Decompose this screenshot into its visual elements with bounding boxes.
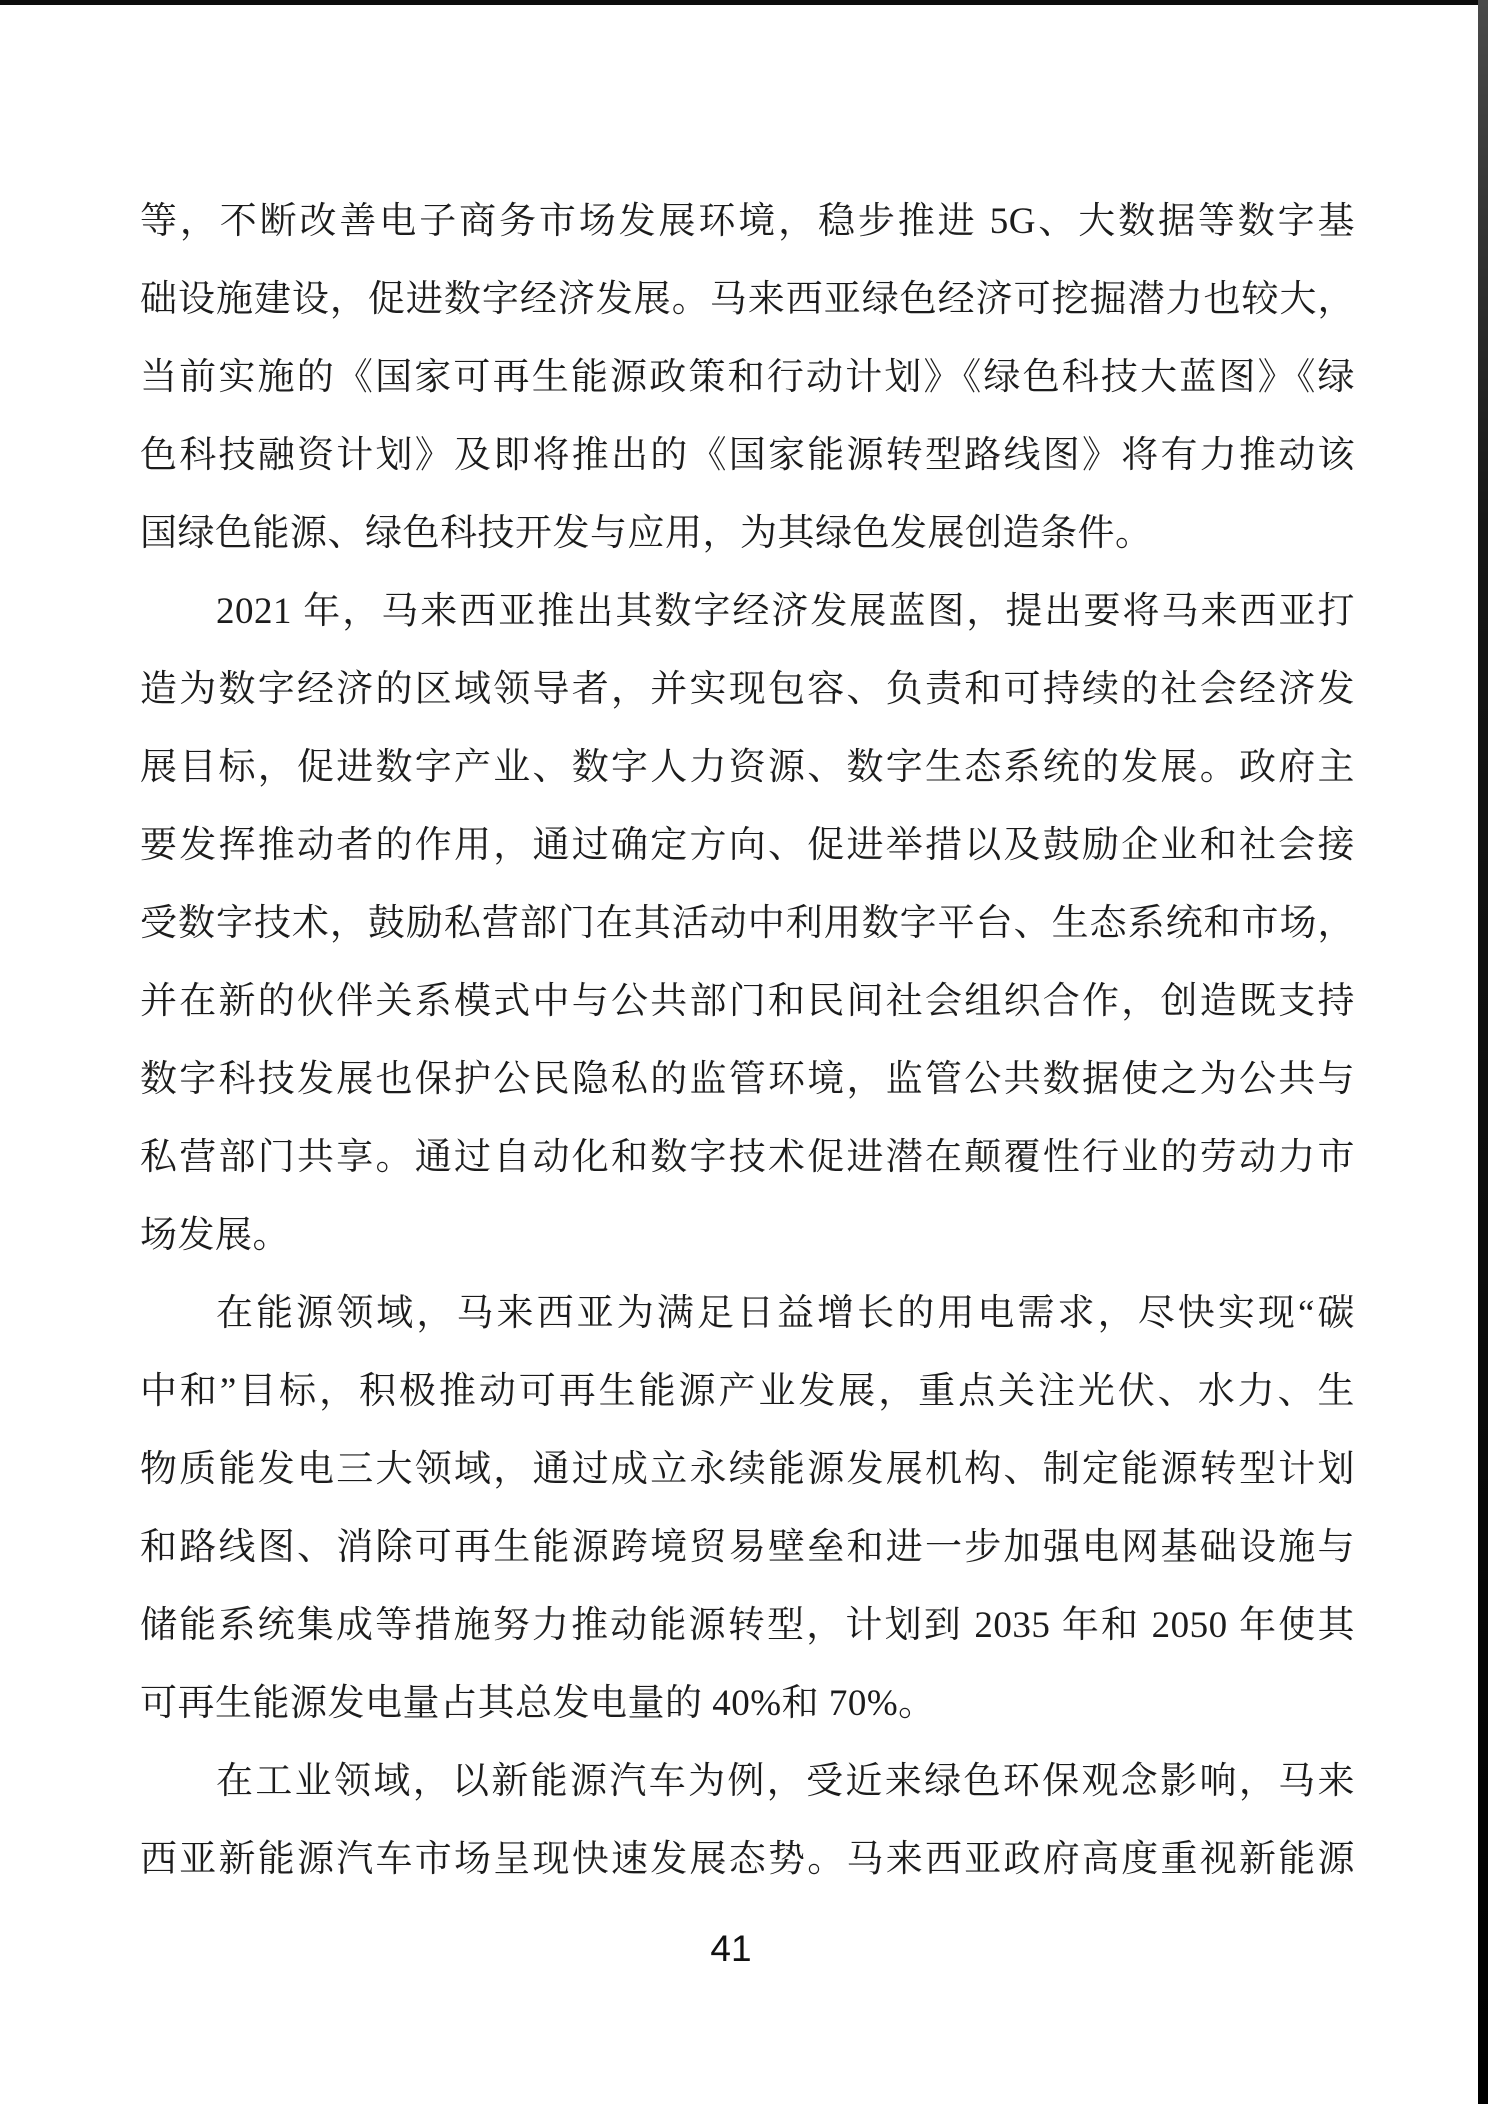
- text-line: 2021 年，马来西亚推出其数字经济发展蓝图，提出要将马来西亚打: [216, 591, 1355, 632]
- text-line: 色科技融资计划》及即将推出的《国家能源转型路线图》将有力推动该: [140, 435, 1355, 476]
- text-line: 物质能发电三大领域，通过成立永续能源发展机构、制定能源转型计划: [140, 1449, 1355, 1490]
- page-number: 41: [710, 1928, 752, 1969]
- text-line: 并在新的伙伴关系模式中与公共部门和民间社会组织合作，创造既支持: [140, 981, 1355, 1022]
- text-line: 受数字技术，鼓励私营部门在其活动中利用数字平台、生态系统和市场，: [140, 903, 1355, 944]
- text-line: 等，不断改善电子商务市场发展环境，稳步推进 5G、大数据等数字基: [140, 201, 1355, 242]
- text-line: 西亚新能源汽车市场呈现快速发展态势。马来西亚政府高度重视新能源: [140, 1839, 1355, 1880]
- text-line: 在能源领域，马来西亚为满足日益增长的用电需求，尽快实现“碳: [216, 1293, 1355, 1334]
- text-line: 当前实施的《国家可再生能源政策和行动计划》《绿色科技大蓝图》《绿: [140, 357, 1355, 398]
- text-line: 国绿色能源、绿色科技开发与应用，为其绿色发展创造条件。: [140, 513, 1153, 554]
- text-line: 造为数字经济的区域领导者，并实现包容、负责和可持续的社会经济发: [140, 669, 1355, 710]
- scan-edge-top: [0, 0, 1488, 5]
- text-line: 础设施建设，促进数字经济发展。马来西亚绿色经济可挖掘潜力也较大，: [140, 279, 1355, 320]
- text-line: 可再生能源发电量占其总发电量的 40%和 70%。: [140, 1683, 936, 1724]
- text-line: 中和”目标，积极推动可再生能源产业发展，重点关注光伏、水力、生: [140, 1371, 1355, 1412]
- text-line: 私营部门共享。通过自动化和数字技术促进潜在颠覆性行业的劳动力市: [140, 1137, 1355, 1178]
- document-text-block: [140, 183, 1355, 1899]
- scan-edge-right: [1478, 0, 1488, 2104]
- text-line: 和路线图、消除可再生能源跨境贸易壁垒和进一步加强电网基础设施与: [140, 1527, 1355, 1568]
- text-line: 储能系统集成等措施努力推动能源转型，计划到 2035 年和 2050 年使其: [140, 1605, 1355, 1646]
- text-line: 展目标，促进数字产业、数字人力资源、数字生态系统的发展。政府主: [140, 747, 1355, 788]
- text-line: 在工业领域，以新能源汽车为例，受近来绿色环保观念影响，马来: [216, 1761, 1355, 1802]
- text-line: 要发挥推动者的作用，通过确定方向、促进举措以及鼓励企业和社会接: [140, 825, 1355, 866]
- text-line: 场发展。: [140, 1215, 290, 1256]
- text-line: 数字科技发展也保护公民隐私的监管环境，监管公共数据使之为公共与: [140, 1059, 1355, 1100]
